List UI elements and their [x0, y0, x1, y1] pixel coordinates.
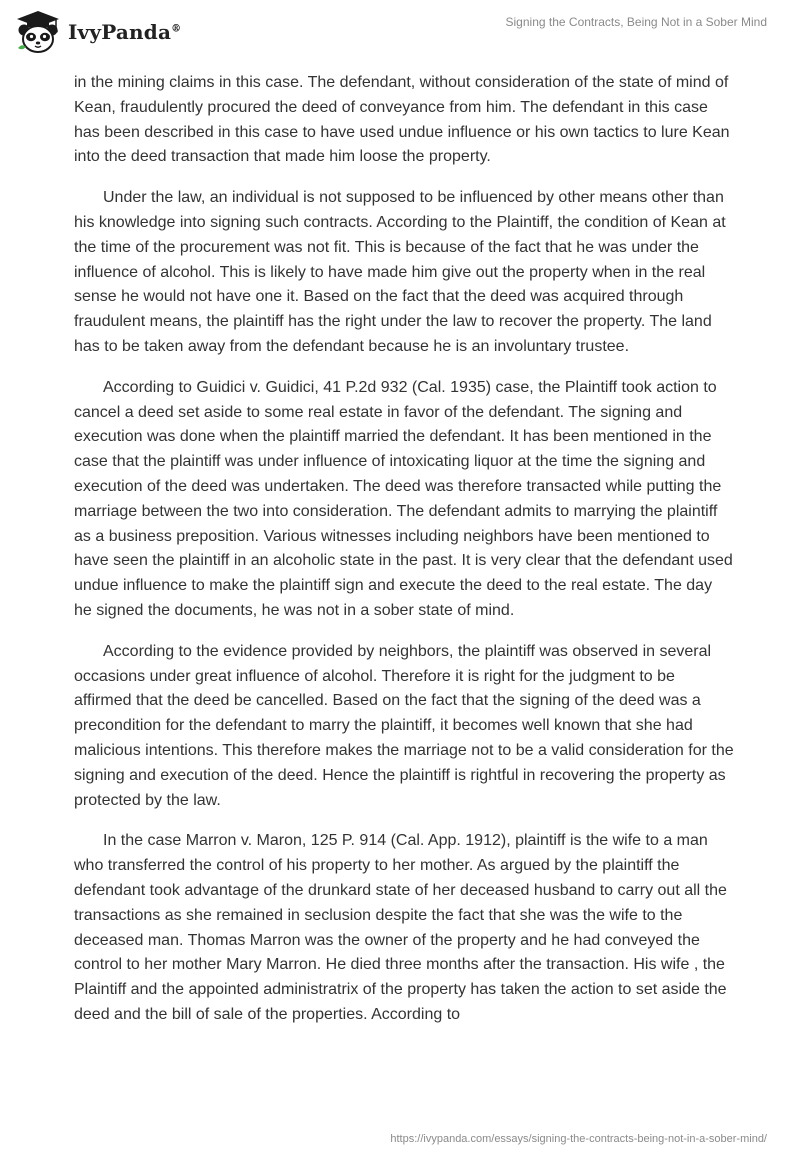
document-title: Signing the Contracts, Being Not in a Sober Mind [505, 15, 767, 29]
essay-body [74, 71, 734, 1044]
paragraph-1: in the mining claims in this case. The defendant, without consideration of the state of mind of Kean, fraudulently procured the deed of conveyance from him. The defendant in this case has been described in this case to have used undue influence or his own tactics to lure Kean into the deed transaction that made him loose the property. [74, 74, 730, 166]
page-header [0, 0, 800, 70]
brand-name: IvyPanda® [68, 20, 182, 44]
paragraph-4: According to the evidence provided by neighbors, the plaintiff was observed in several occasions under great influence of alcohol. Therefore it is right for the judgment to be affirmed that the deed be cancelled. Based on the fact that the signing of the deed was a precondition for the defendant to marry the plaintiff, it becomes well known that she had malicious intentions. This therefore makes the marriage not to be a valid consideration for the signing and execution of the deed. Hence the plaintiff is rightful in recovering the property as protected by the law. [74, 642, 734, 809]
paragraph-2: Under the law, an individual is not supposed to be influenced by other means other than his knowledge into signing such contracts. According to the Plaintiff, the condition of Kean at the time of the procurement was not fit. This is because of the fact that he was under the influence of alcohol. This is likely to have made him give out the property when in the real sense he would not have one it. Based on the fact that the deed was acquired through fraudulent means, the plaintiff has the right under the law to recover the property. The land has to be taken away from the defendant because he is an involuntary trustee. [74, 189, 726, 355]
ivypanda-logo[interactable] [14, 10, 181, 54]
paragraph-3: According to Guidici v. Guidici, 41 P.2d 932 (Cal. 1935) case, the Plaintiff took action to cancel a deed set aside to some real estate in favor of the defendant. The signing and execution was done when the plaintiff married the defendant. It has been mentioned in the case that the plaintiff was under influence of intoxicating liquor at the time the signing and execution of the deed was undertaken. The deed was therefore transacted while putting the marriage between the two into consideration. The defendant admits to marrying the plaintiff as a business preposition. Various witnesses including neighbors have been mentioned to have seen the plaintiff in an alcoholic state in the past. It is very clear that the defendant used undue influence to make the plaintiff sign and execute the deed to the real estate. The day he signed the documents, he was not in a sober state of mind. [74, 378, 733, 619]
panda-graduate-icon [14, 10, 62, 54]
source-url[interactable]: https://ivypanda.com/essays/signing-the-contracts-being-not-in-a-sober-mind/ [390, 1133, 767, 1145]
paragraph-5: In the case Marron v. Maron, 125 P. 914 (Cal. App. 1912), plaintiff is the wife to a man who transferred the control of his property to her mother. As argued by the plaintiff the defendant took advantage of the drunkard state of her deceased husband to carry out all the transactions as she remained in seclusion despite the fact that she was the wife to the deceased man. Thomas Marron was the owner of the property and he had conveyed the control to her mother Mary Marron. He died three months after the transaction. His wife , the Plaintiff and the appointed administratrix of the property has taken the action to set aside the deed and the bill of sale of the properties. According to [74, 832, 727, 1023]
